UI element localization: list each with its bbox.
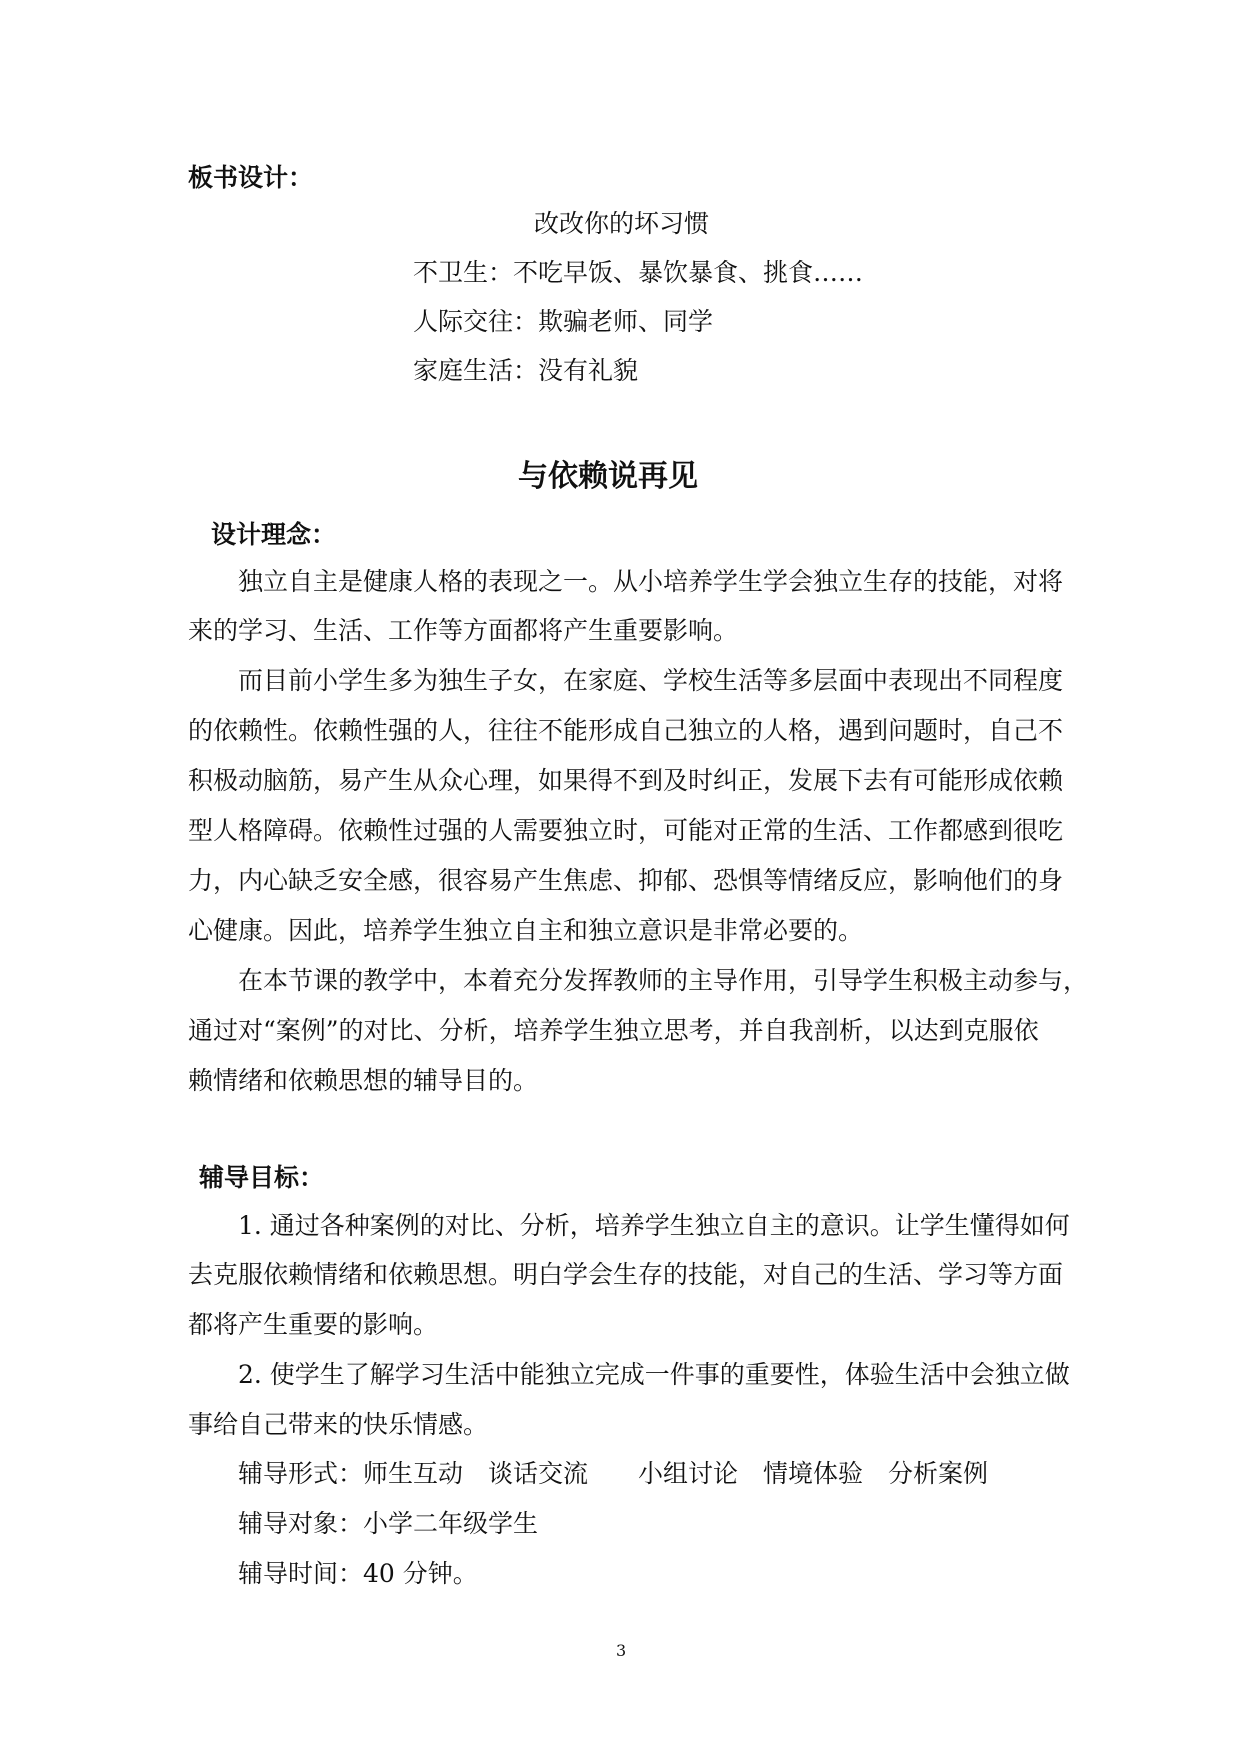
board-item: 家庭生活：没有礼貌 xyxy=(413,356,639,385)
board-title: 改改你的坏习惯 xyxy=(534,209,710,238)
paragraph-line: 通过对“案例”的对比、分析，培养学生独立思考，并自我剖析，以达到克服依 xyxy=(188,1016,1039,1045)
lesson-title: 与依赖说再见 xyxy=(518,459,698,494)
goals-heading: 辅导目标： xyxy=(199,1163,325,1192)
paragraph-line: 在本节课的教学中，本着充分发挥教师的主导作用，引导学生积极主动参与， xyxy=(238,966,1089,995)
goal-line: 都将产生重要的影响。 xyxy=(188,1310,439,1339)
paragraph-line: 独立自主是健康人格的表现之一。从小培养学生学会独立生存的技能，对将 xyxy=(238,567,1064,596)
paragraph-line: 心健康。因此，培养学生独立自主和独立意识是非常必要的。 xyxy=(188,916,864,945)
goal-line: 2. 使学生了解学习生活中能独立完成一件事的重要性，体验生活中会独立做 xyxy=(238,1360,1070,1389)
goal-line: 事给自己带来的快乐情感。 xyxy=(188,1410,489,1439)
board-item: 不卫生：不吃早饭、暴饮暴食、挑食…… xyxy=(413,258,864,287)
paragraph-line: 力，内心缺乏安全感，很容易产生焦虑、抑郁、恐惧等情绪反应，影响他们的身 xyxy=(188,866,1064,895)
counseling-duration: 辅导时间：40 分钟。 xyxy=(238,1559,478,1588)
concept-heading: 设计理念： xyxy=(211,520,337,549)
page-number: 3 xyxy=(616,1641,627,1660)
goal-line: 去克服依赖情绪和依赖思想。明白学会生存的技能，对自己的生活、学习等方面 xyxy=(188,1260,1064,1289)
paragraph-line: 积极动脑筋，易产生从众心理，如果得不到及时纠正，发展下去有可能形成依赖 xyxy=(188,766,1064,795)
counseling-audience: 辅导对象：小学二年级学生 xyxy=(238,1509,539,1538)
board-heading: 板书设计： xyxy=(188,163,314,192)
counseling-form: 辅导形式：师生互动 谈话交流 小组讨论 情境体验 分析案例 xyxy=(238,1459,989,1488)
paragraph-line: 来的学习、生活、工作等方面都将产生重要影响。 xyxy=(188,616,739,645)
paragraph-line: 型人格障碍。依赖性过强的人需要独立时，可能对正常的生活、工作都感到很吃 xyxy=(188,816,1064,845)
paragraph-line: 的依赖性。依赖性强的人，往往不能形成自己独立的人格，遇到问题时，自己不 xyxy=(188,716,1064,745)
paragraph-line: 赖情绪和依赖思想的辅导目的。 xyxy=(188,1066,539,1095)
paragraph-line: 而目前小学生多为独生子女，在家庭、学校生活等多层面中表现出不同程度 xyxy=(238,666,1064,695)
board-item: 人际交往：欺骗老师、同学 xyxy=(413,307,714,336)
goal-line: 1. 通过各种案例的对比、分析，培养学生独立自主的意识。让学生懂得如何 xyxy=(238,1211,1070,1240)
